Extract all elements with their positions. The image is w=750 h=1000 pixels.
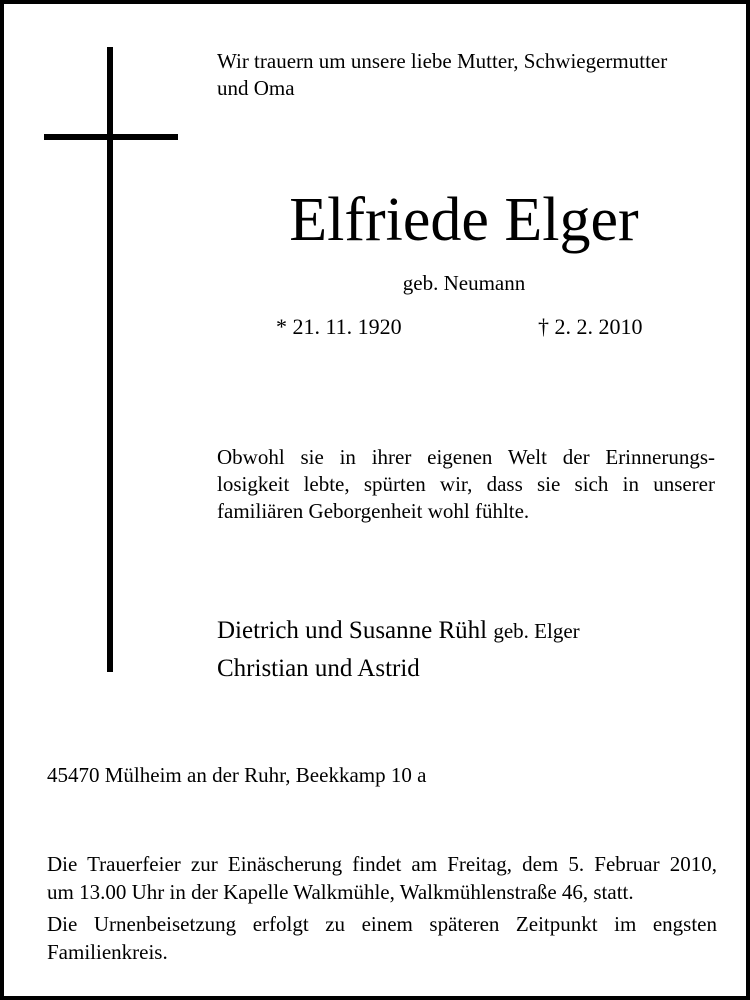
maiden-name: geb. Neumann	[402, 271, 526, 295]
mourner-line-1	[217, 612, 580, 650]
intro-line-1: Wir trauern um unsere liebe Mutter, Schwiegermutter	[217, 49, 668, 73]
mourner-line-2	[217, 650, 580, 687]
mourner-name-2: Christian und Astrid	[217, 655, 420, 682]
death-date: † 2. 2. 2010	[538, 314, 643, 339]
quote-line-3: familiären Geborgenheit wohl fühlte.	[217, 499, 530, 523]
deceased-name: Elfriede Elger	[289, 186, 639, 254]
cross-horizontal-bar	[44, 134, 178, 140]
mourners-list	[217, 612, 580, 687]
intro-line-2: und Oma	[217, 76, 295, 100]
funeral-line-2: um 13.00 Uhr in der Kapelle Walkmühle, Walkmühlenstraße 46, statt.	[47, 880, 634, 904]
quote-line-1: Obwohl sie in ihrer eigenen Welt der Erinnerungs-	[217, 445, 715, 469]
family-address: 45470 Mülheim an der Ruhr, Beekkamp 10 a	[47, 763, 427, 787]
birth-date: * 21. 11. 1920	[276, 314, 402, 339]
funeral-info	[47, 850, 717, 966]
intro-text	[217, 48, 717, 102]
urn-line-1: Die Urnenbeisetzung erfolgt zu einem späteren Zeitpunkt im engsten	[47, 912, 717, 936]
quote-line-2: losigkeit lebte, spürten wir, dass sie sich in unserer	[217, 472, 715, 496]
quote-text	[217, 444, 715, 525]
mourner-note-1: geb. Elger	[493, 619, 580, 643]
cross-vertical-bar	[107, 47, 113, 672]
mourner-name-1: Dietrich und Susanne Rühl	[217, 617, 488, 644]
funeral-line-1: Die Trauerfeier zur Einäscherung findet am Freitag, dem 5. Februar 2010,	[47, 852, 717, 876]
urn-line-2: Familienkreis.	[47, 940, 168, 964]
